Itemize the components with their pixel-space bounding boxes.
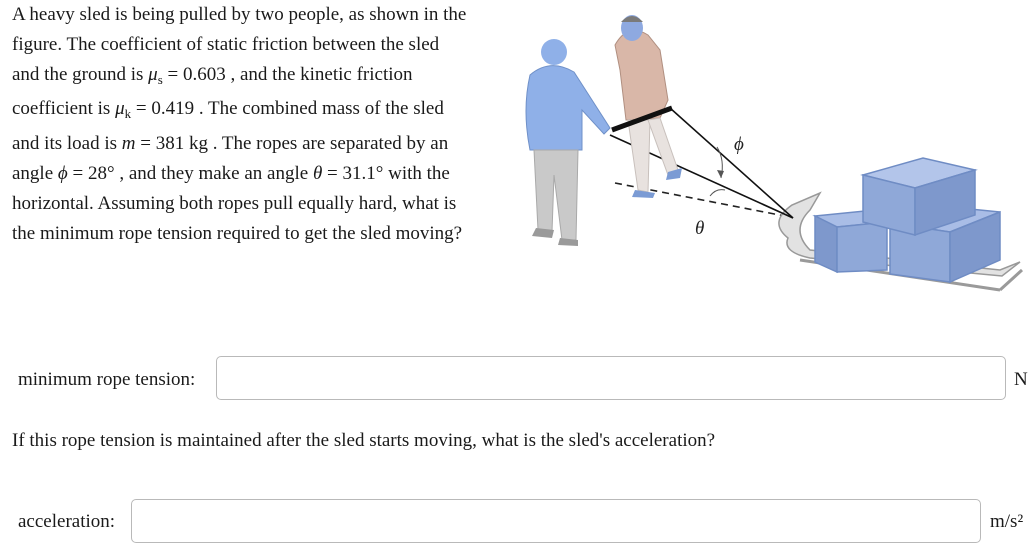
- theta-symbol: θ: [312, 162, 323, 184]
- theta-arc: [710, 190, 725, 196]
- acceleration-unit: m/s²: [990, 511, 1024, 532]
- tension-unit: N: [1014, 369, 1028, 390]
- theta-label: θ: [695, 218, 705, 239]
- sled-diagram: [520, 0, 1024, 320]
- phi-label: ϕ: [734, 134, 744, 155]
- person-front: [526, 39, 610, 246]
- phi-symbol: ϕ: [57, 162, 68, 184]
- problem-line-4: coefficient is $\mu_k = 0.419$ . The combined mass of the sled: [12, 98, 444, 122]
- problem-line-5: and its load is m = 381 kg . The ropes are separated by an: [12, 133, 449, 155]
- mass-symbol: m: [121, 133, 136, 155]
- problem-line-6: angle ϕ = 28° , and they make an angle θ = 31.1° with the: [12, 162, 450, 184]
- cargo-boxes: [815, 158, 1000, 282]
- rope-upper: [670, 108, 793, 218]
- mu-k-symbol: μ: [115, 98, 125, 120]
- question-2: If this rope tension is maintained after the sled starts moving, what is the sled's acceleration?: [12, 430, 716, 451]
- sled-figure: [520, 0, 1024, 320]
- problem-line-7: horizontal. Assuming both ropes pull equally hard, what is: [12, 192, 457, 214]
- acceleration-input[interactable]: [131, 499, 981, 543]
- problem-line-8: the minimum rope tension required to get the sled moving?: [12, 222, 463, 244]
- problem-line-2: figure. The coefficient of static friction between the sled: [12, 33, 440, 55]
- problem-statement: [12, 0, 512, 248]
- mu-s-symbol: μ: [148, 63, 158, 85]
- person-back: [615, 15, 682, 198]
- tension-input[interactable]: [216, 356, 1006, 400]
- tension-label: minimum rope tension:: [18, 369, 196, 390]
- problem-line-1: A heavy sled is being pulled by two people, as shown in the: [12, 4, 467, 25]
- acceleration-label: acceleration:: [18, 511, 116, 532]
- problem-line-3: and the ground is $\mu_s = 0.603$ , and the kinetic friction: [12, 63, 413, 87]
